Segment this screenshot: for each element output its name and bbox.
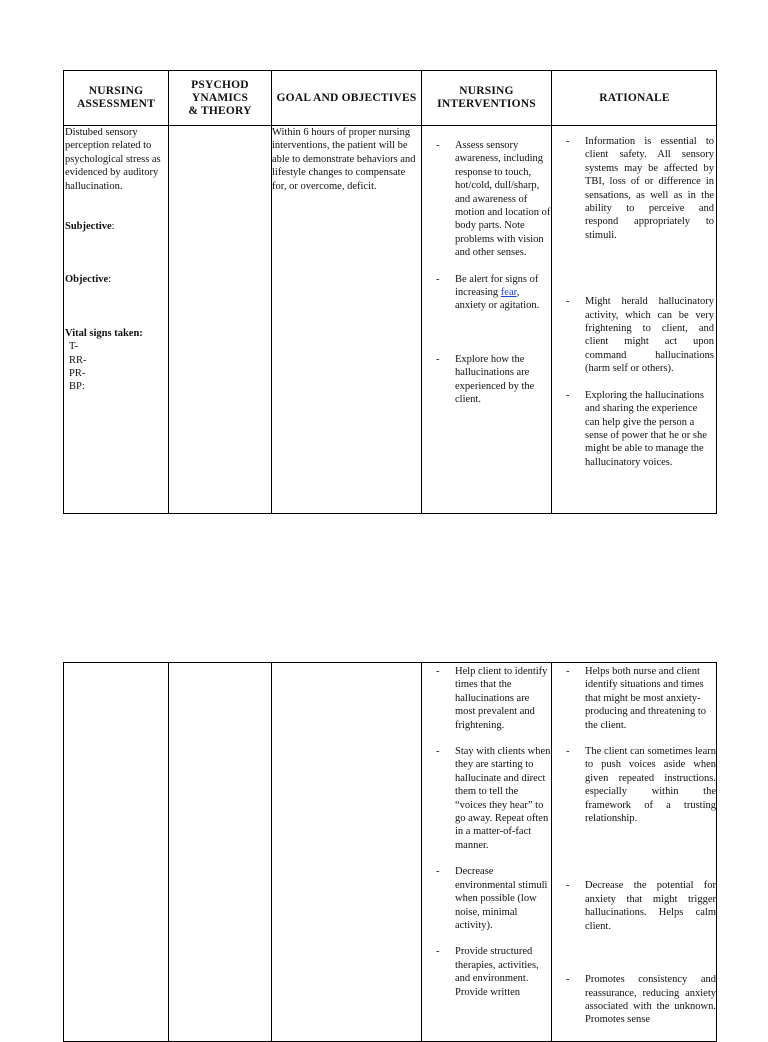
intervention-text: Help client to identify times that the hallucinations are most prevalent and frightening. bbox=[455, 666, 548, 731]
header-line: NURSING bbox=[459, 85, 514, 97]
objective-row bbox=[65, 273, 165, 286]
rationale-text: The client can sometimes learn to push voices aside when given repeated instructions. especially within the framework of a trusting relationship. bbox=[585, 746, 716, 825]
care-plan-table-page-1 bbox=[63, 70, 717, 514]
rationale-item bbox=[566, 389, 714, 469]
vital-signs-label: Vital signs taken: bbox=[65, 327, 143, 339]
intervention-text: Stay with clients when they are starting to hallucinate and direct them to tell the “voices they hear” to go away. Repeat often in a matter-of-fact manner. bbox=[455, 746, 551, 851]
rationale-text: Decrease the potential for anxiety that might trigger hallucinations. Helps calm client. bbox=[585, 880, 716, 932]
rationale-item bbox=[566, 295, 714, 375]
subjective-label: Subjective bbox=[65, 221, 112, 233]
assessment-cell bbox=[65, 126, 165, 394]
header-nursing-interventions bbox=[422, 71, 551, 125]
header-line: ASSESSMENT bbox=[76, 98, 156, 110]
header-line: PSYCHOD bbox=[191, 78, 249, 91]
header-line: INTERVENTIONS bbox=[437, 98, 536, 110]
header-line: & THEORY bbox=[188, 104, 252, 117]
intervention-item bbox=[436, 353, 552, 407]
interventions-cell bbox=[436, 665, 552, 999]
column-divider bbox=[168, 71, 169, 513]
bullet-dash: - bbox=[566, 880, 570, 892]
vital-sign-respiratory-rate: RR- bbox=[69, 354, 87, 366]
intervention-item bbox=[436, 665, 552, 732]
intervention-text-part: , anxiety or agitation. bbox=[455, 287, 540, 312]
rationale-text: Promotes consistency and reassurance, reducing anxiety associated with the unknown. Promotes sense bbox=[585, 974, 716, 1026]
bullet-dash: - bbox=[436, 946, 440, 958]
rationale-item bbox=[566, 135, 714, 242]
vital-sign-blood-pressure: BP: bbox=[69, 381, 85, 393]
bullet-dash: - bbox=[566, 746, 570, 758]
goal-text: Within 6 hours of proper nursing interventions, the patient will be able to demonstrate behaviors and lifestyle changes to compensate for, or overcome, deficit. bbox=[272, 127, 416, 192]
bullet-dash: - bbox=[436, 140, 440, 151]
subjective-colon: : bbox=[111, 221, 115, 233]
nursing-diagnosis: Distubed sensory perception related to psychological stress as evidenced by auditory hallucination. bbox=[65, 127, 161, 192]
intervention-text bbox=[455, 273, 552, 313]
vital-sign-pulse-rate: PR- bbox=[69, 368, 86, 380]
bullet-dash: - bbox=[436, 353, 440, 365]
rationale-cell bbox=[566, 665, 716, 1027]
intervention-text: Assess sensory awareness, including response to touch, hot/cold, dull/sharp, and awareness of motion and location of body parts. Note problems with vision and other senses. bbox=[455, 140, 551, 259]
header-line: GOAL AND OBJECTIVES bbox=[276, 91, 417, 104]
header-rationale bbox=[552, 71, 717, 125]
bullet-dash: - bbox=[566, 666, 570, 677]
intervention-item bbox=[436, 945, 552, 999]
header-goal-objectives bbox=[272, 71, 421, 125]
goal-cell bbox=[272, 126, 419, 193]
intervention-item bbox=[436, 865, 552, 932]
objective-label: Objective bbox=[65, 274, 109, 286]
bullet-dash: - bbox=[566, 974, 570, 986]
intervention-text: Decrease environmental stimuli when possible (low noise, minimal activity). bbox=[455, 866, 548, 931]
column-divider bbox=[168, 663, 169, 1041]
rationale-item bbox=[566, 665, 716, 732]
bullet-dash: - bbox=[436, 866, 440, 878]
intervention-item bbox=[436, 273, 552, 313]
rationale-text: Might herald hallucinatory activity, which can be very frightening to client, and client might act upon command hallucinations (harm self or others). bbox=[585, 296, 714, 375]
intervention-text-part: Be alert for signs of increasing bbox=[455, 273, 539, 299]
rationale-item bbox=[566, 973, 716, 1027]
column-divider bbox=[421, 71, 422, 513]
bullet-dash: - bbox=[436, 746, 440, 758]
vital-signs-list bbox=[65, 340, 165, 394]
bullet-dash: - bbox=[436, 273, 440, 285]
bullet-dash: - bbox=[566, 136, 570, 147]
bullet-dash: - bbox=[566, 389, 570, 401]
header-line: YNAMICS bbox=[191, 91, 249, 104]
bullet-dash: - bbox=[566, 296, 570, 308]
rationale-cell bbox=[566, 135, 714, 469]
vital-sign-temperature: T- bbox=[69, 341, 78, 353]
rationale-text: Information is essential to client safety. All sensory systems may be affected by TBI, loss of or difference in sensations, as well as in the ability to perceive and respond appropriately to stimuli. bbox=[585, 136, 714, 241]
interventions-cell bbox=[436, 139, 552, 407]
intervention-text: Provide structured therapies, activities, and environment. Provide written bbox=[455, 946, 539, 998]
rationale-text: Exploring the hallucinations and sharing the experience can help give the person a sense of power that he or she might be able to manage the hallucinatory voices. bbox=[585, 389, 707, 468]
intervention-text: Explore how the hallucinations are experienced by the client. bbox=[455, 353, 535, 406]
intervention-item bbox=[436, 745, 552, 852]
intervention-item bbox=[436, 139, 552, 260]
care-plan-table-page-2 bbox=[63, 662, 717, 1042]
header-line: NURSING bbox=[88, 85, 144, 97]
fear-link[interactable]: fear bbox=[500, 287, 517, 299]
rationale-text: Helps both nurse and client identify situations and times that might be most anxiety-producing and threatening to the client. bbox=[585, 666, 707, 731]
column-divider bbox=[271, 663, 272, 1041]
subjective-row bbox=[65, 220, 165, 233]
objective-colon: : bbox=[108, 274, 112, 286]
header-line: RATIONALE bbox=[599, 91, 670, 104]
header-nursing-assessment bbox=[64, 71, 168, 125]
header-psychodynamics-theory bbox=[169, 71, 271, 125]
rationale-item bbox=[566, 745, 716, 825]
bullet-dash: - bbox=[436, 666, 440, 677]
rationale-item bbox=[566, 879, 716, 933]
column-divider bbox=[421, 663, 422, 1041]
